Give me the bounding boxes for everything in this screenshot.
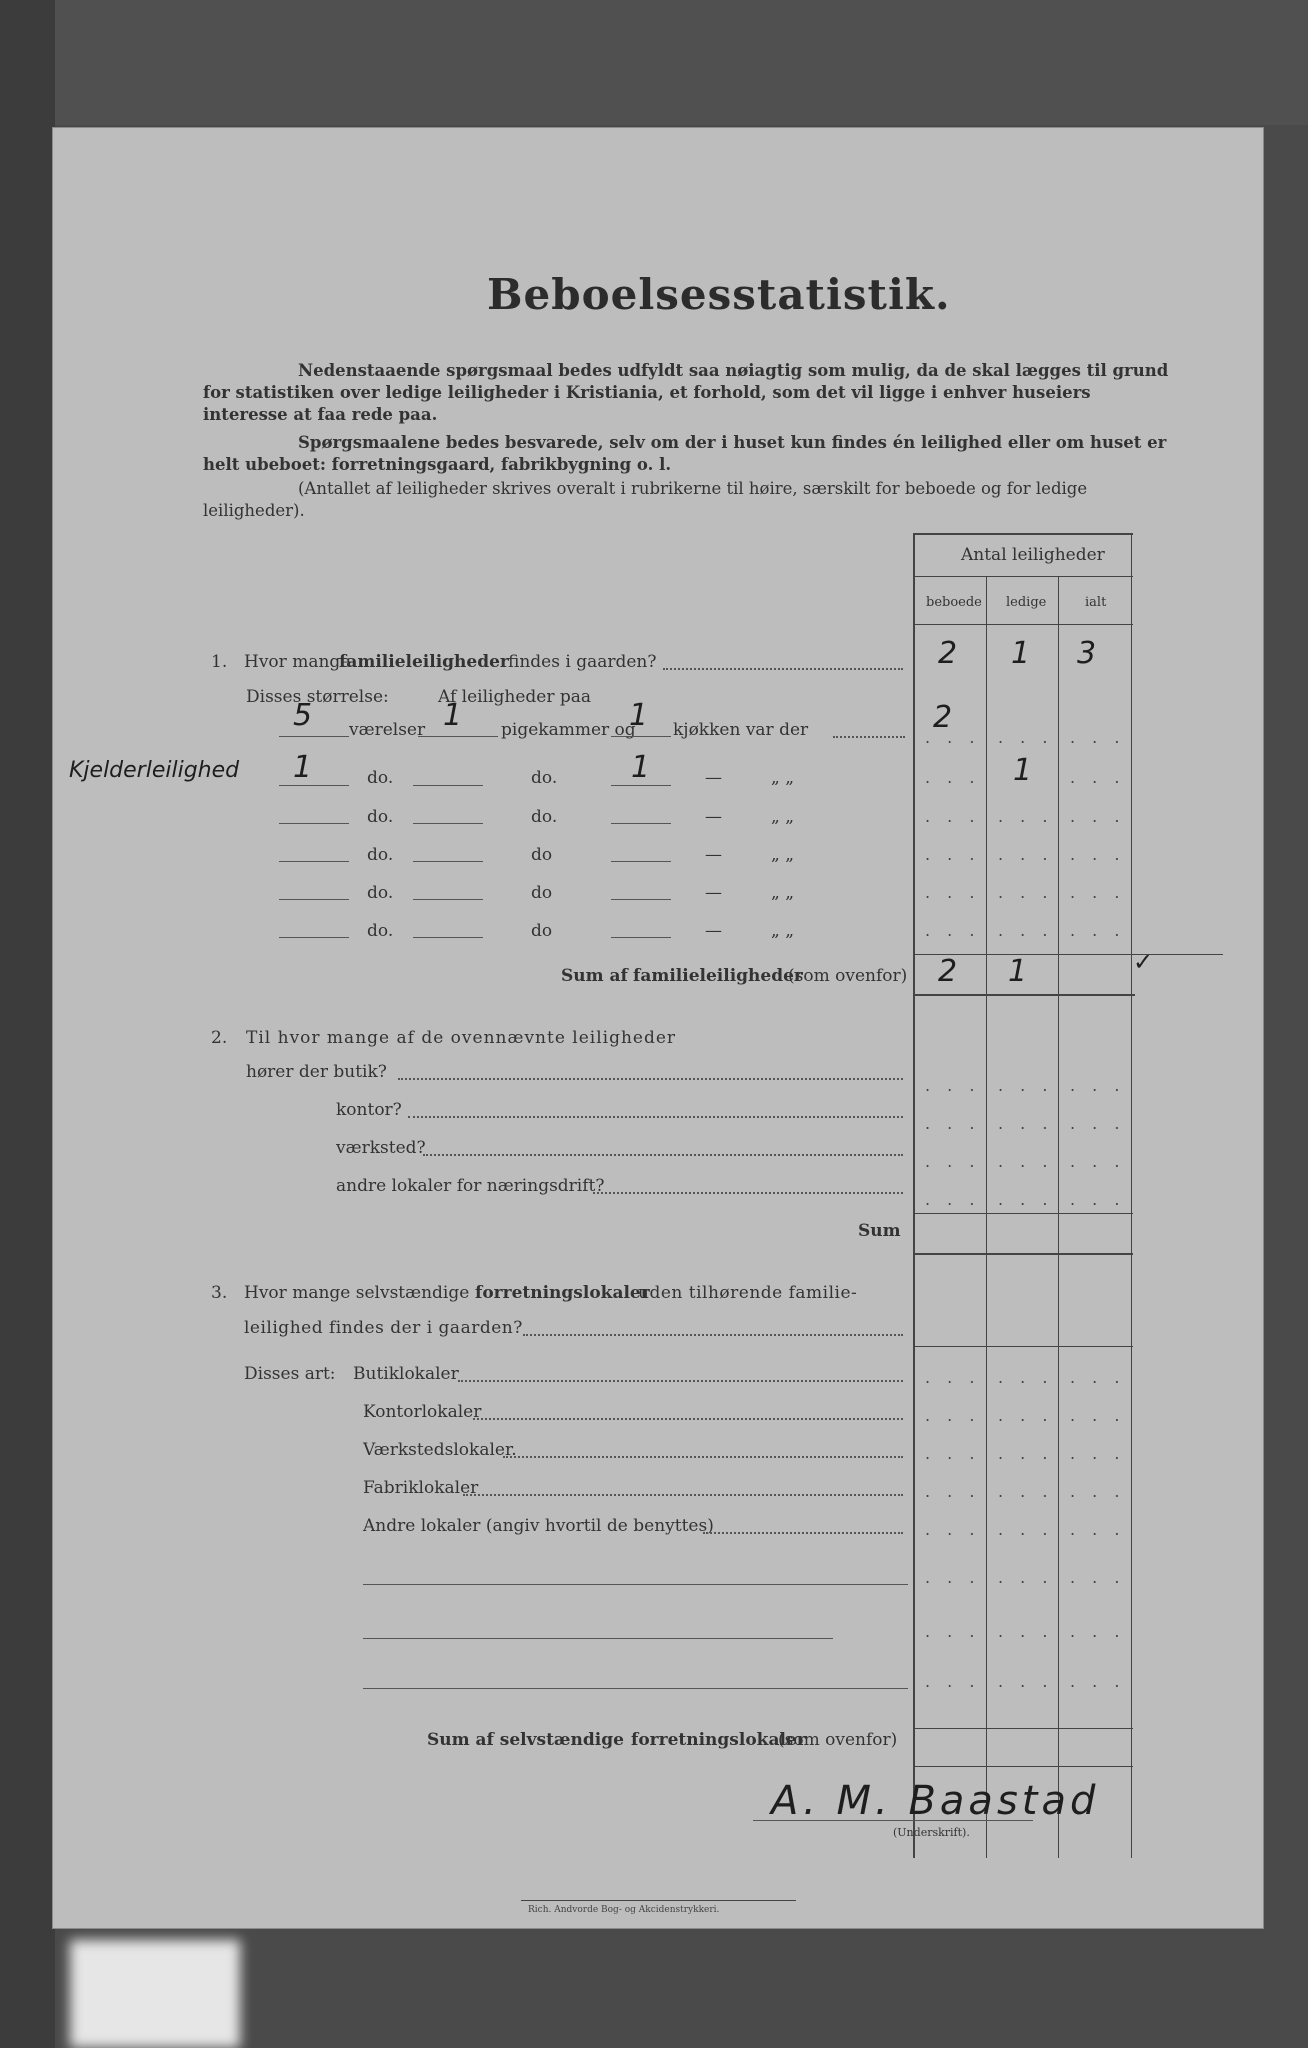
column-dot-fill: . . . <box>925 728 981 747</box>
column-dot-fill: . . . <box>1070 1622 1126 1641</box>
column-dot-fill: . . . <box>998 1672 1054 1691</box>
q3-leader-dots-3 <box>473 1418 903 1420</box>
q1-sum-bottom-rule <box>913 994 1135 996</box>
column-dot-fill: . . . <box>998 1114 1054 1133</box>
intro-line-5: helt ubeboet: forretningsgaard, fabrikbygning o. l. <box>203 455 672 474</box>
row2-quote: „ „ <box>771 768 795 788</box>
signature: A. M. Baastad <box>771 1778 1100 1824</box>
q1-answer-ledige: 1 <box>1011 636 1031 671</box>
q2-leader-dots-1 <box>398 1078 903 1080</box>
q2-line-4: værksted? <box>336 1138 426 1158</box>
row6-dash: — <box>705 921 722 941</box>
scan-glare <box>70 1940 240 2048</box>
column-dot-fill: . . . <box>925 1568 981 1587</box>
column-dot-fill: . . . <box>998 1482 1054 1501</box>
intro-line-1: Nedenstaaende spørgsmaal bedes udfyldt saa nøiagtig som mulig, da de skal lægges til grund <box>298 361 1169 380</box>
signature-line <box>753 1820 1033 1821</box>
row5-dash: — <box>705 883 722 903</box>
column-dot-fill: . . . <box>925 1152 981 1171</box>
form-title: Beboelsesstatistik. <box>487 270 951 319</box>
row6-vaerelser-line <box>279 937 349 938</box>
q3-write-line-3 <box>363 1688 908 1689</box>
column-dot-fill: . . . <box>1070 768 1126 787</box>
row2-do-1: do. <box>367 768 394 788</box>
row5-vaerelser-line <box>279 899 349 900</box>
size-label-2: Af leiligheder paa <box>438 687 591 707</box>
q3-leader-dots-1 <box>523 1334 903 1336</box>
row6-kjokken-line <box>611 937 671 938</box>
row5-kjokken-line <box>611 899 671 900</box>
row2-pige-line <box>413 785 483 786</box>
row3-dash: — <box>705 807 722 827</box>
row5-do-1: do. <box>367 883 394 903</box>
row3-vaerelser-line <box>279 823 349 824</box>
intro-line-2: for statistiken over ledige leiligheder i Kristiania, et forhold, som det vil ligge i enhver huseiers <box>203 383 1091 402</box>
q3-write-line-2 <box>363 1638 833 1639</box>
column-dot-fill: . . . <box>925 1622 981 1641</box>
check-mark: ✓ <box>1133 948 1154 976</box>
scan-background-left <box>0 0 55 2048</box>
table-right-border <box>1131 533 1132 1858</box>
row2-kjokken-value: 1 <box>631 750 651 785</box>
q3-write-line-1 <box>363 1584 908 1585</box>
row4-vaerelser-line <box>279 861 349 862</box>
column-dot-fill: . . . <box>1070 807 1126 826</box>
row2-do-2: do. <box>531 768 558 788</box>
column-dot-fill: . . . <box>1070 845 1126 864</box>
header-bottom-rule <box>915 624 1133 625</box>
column-dot-fill: . . . <box>925 1114 981 1133</box>
header-ledige: ledige <box>1006 595 1047 610</box>
q2-line-5: andre lokaler for næringsdrift? <box>336 1176 605 1196</box>
q3-item-5: Andre lokaler (angiv hvortil de benyttes) <box>363 1516 714 1536</box>
q3-leader-dots-2 <box>458 1380 903 1382</box>
row5-do-2: do <box>531 883 553 903</box>
row1-pige-line <box>418 736 498 737</box>
column-divider-1 <box>986 576 987 1858</box>
table-top-rule <box>913 533 1133 535</box>
column-dot-fill: . . . <box>1070 1568 1126 1587</box>
column-dot-fill: . . . <box>1070 1190 1126 1209</box>
q3-leader-dots-5 <box>463 1494 903 1496</box>
column-dot-fill: . . . <box>998 883 1054 902</box>
scan-background-top <box>0 0 1308 125</box>
q1-leader-dots <box>663 668 903 670</box>
q3-sum-a: Sum af selvstændige <box>427 1730 624 1750</box>
row5-pige-line <box>413 899 483 900</box>
column-dot-fill: . . . <box>925 807 981 826</box>
row3-kjokken-line <box>611 823 671 824</box>
q2-sum-label: Sum <box>858 1221 901 1241</box>
intro-line-6: (Antallet af leiligheder skrives overalt i rubrikerne til høire, særskilt for beboede og for ledige <box>298 479 1088 498</box>
q3-sum-top-rule <box>913 1728 1133 1729</box>
column-dot-fill: . . . <box>1070 1482 1126 1501</box>
column-dot-fill: . . . <box>998 1622 1054 1641</box>
row1-leader-dots <box>833 736 905 738</box>
intro-line-4: Spørgsmaalene bedes besvarede, selv om der i huset kun findes én leilighed eller om huset er <box>298 433 1167 452</box>
footer-rule <box>521 1900 796 1901</box>
column-dot-fill: . . . <box>925 1406 981 1425</box>
q3-item-2: Kontorlokaler <box>363 1402 482 1422</box>
q3-line-1b: forretningslokaler <box>475 1283 650 1303</box>
q3-sum-bottom-rule <box>913 1766 1133 1767</box>
q1-sum-ledige: 1 <box>1008 954 1028 989</box>
signature-label: (Underskrift). <box>893 1826 970 1839</box>
column-dot-fill: . . . <box>1070 883 1126 902</box>
row1-kjokken-label: kjøkken var der <box>673 720 809 740</box>
q1-answer-ialt: 3 <box>1077 636 1097 671</box>
q2-line-2: hører der butik? <box>246 1062 387 1082</box>
intro-line-7: leiligheder). <box>203 501 305 520</box>
row5-quote: „ „ <box>771 883 795 903</box>
column-dot-fill: . . . <box>925 1076 981 1095</box>
column-dot-fill: . . . <box>998 1190 1054 1209</box>
column-dot-fill: . . . <box>1070 1368 1126 1387</box>
row1-pige-value: 1 <box>443 698 463 733</box>
q3-sum-c: (som ovenfor) <box>778 1730 898 1750</box>
table-left-border <box>913 533 915 1858</box>
row1-beboede-value: 2 <box>933 700 953 735</box>
q3-item-4: Fabriklokaler <box>363 1478 479 1498</box>
column-dot-fill: . . . <box>1070 1520 1126 1539</box>
column-dot-fill: . . . <box>925 1444 981 1463</box>
q3-leader-dots-4 <box>503 1456 903 1458</box>
column-dot-fill: . . . <box>998 1152 1054 1171</box>
row2-kjokken-line <box>611 785 671 786</box>
q1-number: 1. <box>211 652 228 672</box>
row4-pige-line <box>413 861 483 862</box>
row1-vaerelser-value: 5 <box>293 698 313 733</box>
column-dot-fill: . . . <box>998 1520 1054 1539</box>
column-dot-fill: . . . <box>925 1520 981 1539</box>
q3-line-1c: uden tilhørende familie- <box>638 1283 858 1303</box>
header-ialt: ialt <box>1085 595 1107 610</box>
row1-vaerelser-label: værelser <box>349 720 426 740</box>
row1-kjokken-value: 1 <box>629 698 649 733</box>
row4-dash: — <box>705 845 722 865</box>
row4-quote: „ „ <box>771 845 795 865</box>
column-dot-fill: . . . <box>1070 1114 1126 1133</box>
column-dot-fill: . . . <box>998 728 1054 747</box>
row1-vaerelser-line <box>279 736 349 737</box>
column-dot-fill: . . . <box>1070 728 1126 747</box>
row1-pige-label: pigekammer og <box>501 720 636 740</box>
q1-text-a: Hvor mange <box>244 652 351 672</box>
q2-leader-dots-3 <box>423 1154 903 1156</box>
column-dot-fill: . . . <box>1070 1444 1126 1463</box>
q3-item-3: Værkstedslokaler. <box>363 1440 517 1460</box>
q2-line-1: Til hvor mange af de ovennævnte leiligheder <box>246 1028 677 1048</box>
column-dot-fill: . . . <box>998 845 1054 864</box>
column-dot-fill: . . . <box>1070 1076 1126 1095</box>
q3-art-label: Disses art: <box>244 1364 336 1384</box>
column-dot-fill: . . . <box>1070 921 1126 940</box>
column-dot-fill: . . . <box>998 1568 1054 1587</box>
row3-do-1: do. <box>367 807 394 827</box>
header-beboede: beboede <box>926 595 982 610</box>
row6-do-1: do. <box>367 921 394 941</box>
row4-do-1: do. <box>367 845 394 865</box>
row2-dash: — <box>705 768 722 788</box>
column-dot-fill: . . . <box>998 921 1054 940</box>
header-antal-leiligheder: Antal leiligheder <box>961 545 1105 565</box>
q1-sum-b: familieleiligheder <box>633 966 803 986</box>
printer-imprint: Rich. Andvorde Bog- og Akcidenstrykkeri. <box>528 1905 720 1915</box>
column-dot-fill: . . . <box>998 1076 1054 1095</box>
column-dot-fill: . . . <box>998 1406 1054 1425</box>
q1-answer-beboede: 2 <box>938 636 958 671</box>
q3-line-2: leilighed findes der i gaarden? <box>244 1318 523 1338</box>
q3-item-1: Butiklokaler <box>353 1364 459 1384</box>
row2-vaerelser-line <box>279 785 349 786</box>
column-dot-fill: . . . <box>925 845 981 864</box>
row2-ledige-value: 1 <box>1013 753 1033 788</box>
row2-prefix-kjelderleilighed: Kjelderleilighed <box>69 758 240 783</box>
q2-sum-top-rule <box>913 1213 1133 1214</box>
row2-vaerelser-value: 1 <box>293 750 313 785</box>
column-divider-2 <box>1058 576 1059 1858</box>
column-dot-fill: . . . <box>998 1368 1054 1387</box>
q3-leader-dots-6 <box>703 1532 903 1534</box>
row4-do-2: do <box>531 845 553 865</box>
q3-sum-b: forretningslokaler <box>631 1730 806 1750</box>
column-dot-fill: . . . <box>925 921 981 940</box>
column-dot-fill: . . . <box>925 1672 981 1691</box>
q2-leader-dots-4 <box>593 1192 903 1194</box>
q1-text-c: findes i gaarden? <box>508 652 657 672</box>
q2-line-3: kontor? <box>336 1100 402 1120</box>
column-dot-fill: . . . <box>925 1190 981 1209</box>
column-dot-fill: . . . <box>998 807 1054 826</box>
q2-sum-bottom-rule <box>913 1253 1133 1255</box>
intro-line-3: interesse at faa rede paa. <box>203 405 438 424</box>
column-dot-fill: . . . <box>1070 1406 1126 1425</box>
column-dot-fill: . . . <box>925 883 981 902</box>
column-dot-fill: . . . <box>925 768 981 787</box>
q3-number: 3. <box>211 1283 228 1303</box>
column-dot-fill: . . . <box>925 1482 981 1501</box>
q1-sum-a: Sum af <box>561 966 628 986</box>
column-dot-fill: . . . <box>998 1444 1054 1463</box>
row6-quote: „ „ <box>771 921 795 941</box>
q1-sum-c: (som ovenfor) <box>788 966 908 986</box>
column-dot-fill: . . . <box>1070 1152 1126 1171</box>
q1-sum-beboede: 2 <box>938 954 958 989</box>
row3-do-2: do. <box>531 807 558 827</box>
row4-kjokken-line <box>611 861 671 862</box>
column-dot-fill: . . . <box>925 1368 981 1387</box>
q3-answer-rule <box>913 1346 1133 1347</box>
row6-pige-line <box>413 937 483 938</box>
q3-line-1a: Hvor mange selvstændige <box>244 1283 470 1303</box>
header-divider <box>915 576 1133 577</box>
row3-pige-line <box>413 823 483 824</box>
row6-do-2: do <box>531 921 553 941</box>
row3-quote: „ „ <box>771 807 795 827</box>
q2-leader-dots-2 <box>408 1116 903 1118</box>
q1-text-b: familieleiligheder <box>339 652 509 672</box>
q2-number: 2. <box>211 1028 228 1048</box>
column-dot-fill: . . . <box>1070 1672 1126 1691</box>
size-label: Disses størrelse: <box>246 687 389 707</box>
row1-kjokken-line <box>611 736 671 737</box>
q1-sum-top-rule <box>913 954 1223 955</box>
form-sheet <box>52 127 1264 1929</box>
